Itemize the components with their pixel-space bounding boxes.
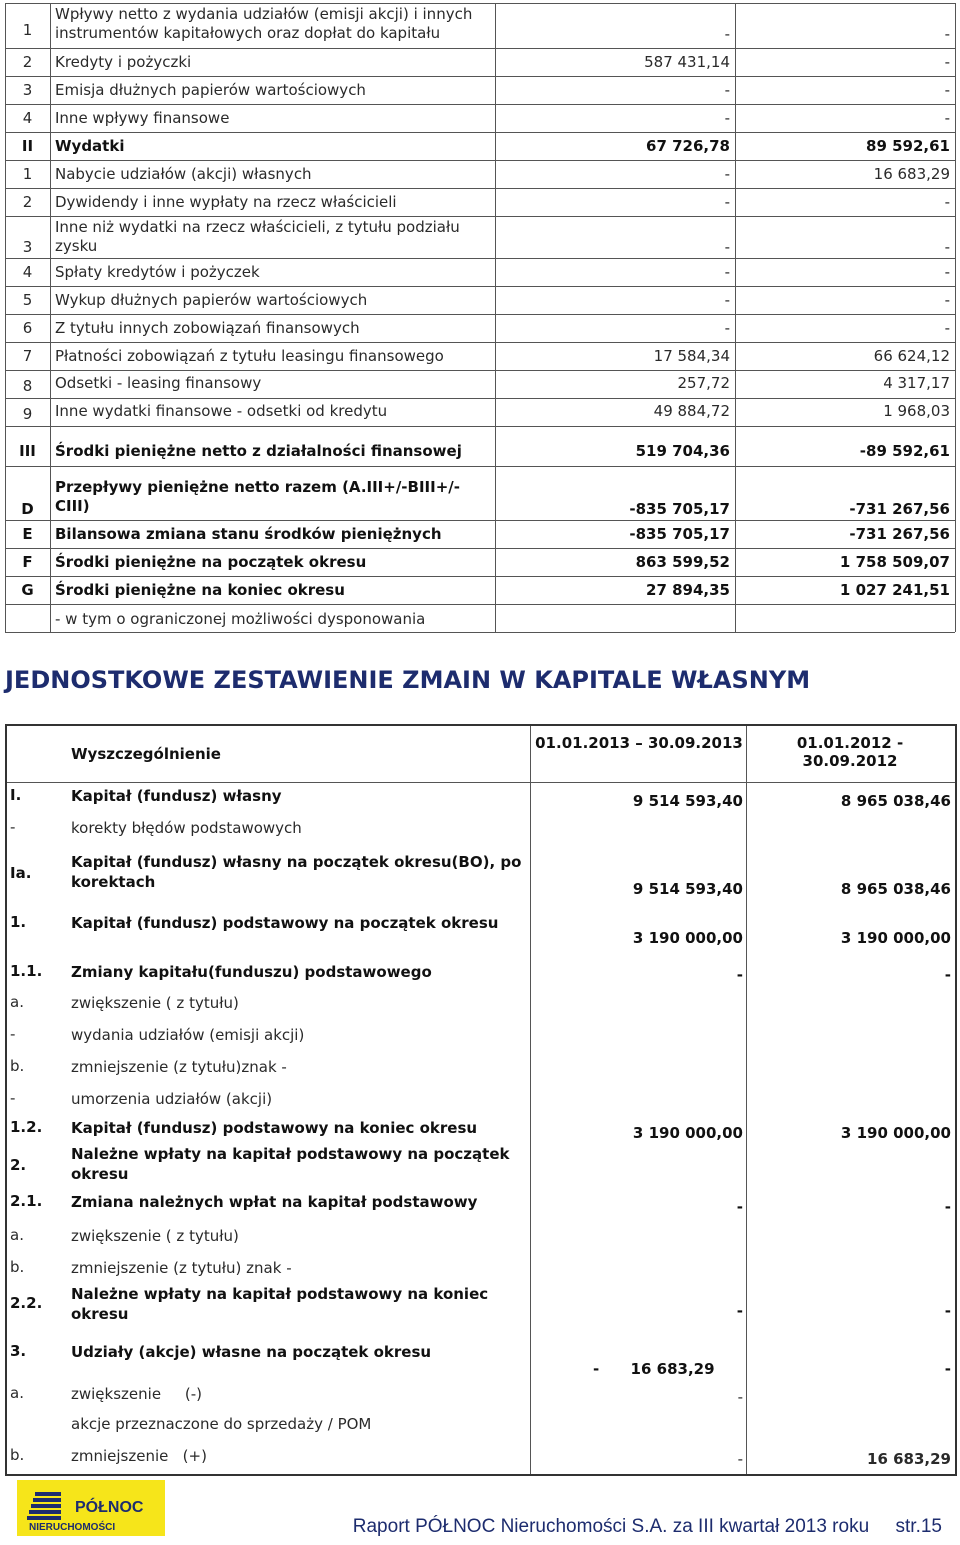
row-label: Przepływy pieniężne netto razem (A.III+/-BIII+/-CIII)	[55, 478, 460, 515]
row-label: Kapitał (fundusz) podstawowy na początek okresu	[71, 914, 499, 932]
row-number: G	[21, 581, 34, 599]
logo-line-2: NIERUCHOMOŚCI	[29, 1522, 116, 1533]
value-2013: 519 704,36	[635, 442, 730, 460]
row-number: D	[21, 500, 34, 518]
value-2013: 587 431,14	[644, 53, 730, 71]
row-number: 4	[22, 109, 33, 127]
table-row	[5, 398, 955, 426]
row-label: Środki pieniężne na koniec okresu	[55, 581, 345, 599]
header-label: Wyszczególnienie	[71, 745, 221, 763]
logo-line-1: PÓŁNOC	[75, 1499, 144, 1516]
value-2012	[740, 609, 950, 632]
value-2013: 3 190 000,00	[632, 929, 743, 947]
value-2013: -	[724, 238, 730, 256]
value-2012: -	[944, 109, 950, 127]
table-row	[7, 1332, 955, 1382]
value-2013	[500, 609, 730, 632]
row-label: Płatności zobowiązań z tytułu leasingu finansowego	[55, 347, 444, 365]
row-label: Nabycie udziałów (akcji) własnych	[55, 165, 312, 183]
value-2012: -	[944, 193, 950, 211]
row-label: - w tym o ograniczonej możliwości dysponowania	[55, 610, 426, 628]
value-2013: -	[724, 109, 730, 127]
row-number: -	[10, 818, 16, 836]
value-2012: 89 592,61	[866, 137, 950, 155]
value-2013: -	[724, 193, 730, 211]
value-2013: -	[737, 1450, 743, 1468]
row-number: 3	[22, 238, 33, 256]
value-2012: 1 758 509,07	[839, 553, 950, 571]
table-row	[7, 1022, 955, 1054]
row-label: Zmiany kapitału(funduszu) podstawowego	[71, 963, 432, 981]
row-number: b.	[10, 1258, 25, 1276]
value-2012: -	[944, 263, 950, 281]
table-row	[7, 911, 955, 960]
row-number: I.	[10, 786, 22, 804]
row-label: akcje przeznaczone do sprzedaży / POM	[71, 1415, 372, 1433]
row-number: 9	[22, 405, 33, 423]
table-row	[5, 604, 955, 632]
value-2012: -	[944, 238, 950, 256]
row-label: Kapitał (fundusz) własny na początek okresu(BO), po korektach	[71, 853, 522, 891]
row-number: 6	[22, 319, 33, 337]
value-2012: -731 267,56	[849, 500, 950, 518]
table-row	[7, 1442, 955, 1474]
header-period-2013: 01.01.2013 – 30.09.2013	[535, 734, 743, 752]
table-row-subtotal	[5, 426, 955, 466]
value-2012: -89 592,61	[859, 442, 950, 460]
row-label: Należne wpłaty na kapitał podstawowy na koniec okresu	[71, 1285, 489, 1323]
value-2013: -835 705,17	[629, 525, 730, 543]
row-label: umorzenia udziałów (akcji)	[71, 1090, 273, 1108]
header-period-2012: 01.01.2012 - 30.09.2012	[796, 734, 904, 770]
value-2012: 4 317,17	[883, 374, 950, 392]
row-label: Środki pieniężne na początek okresu	[55, 553, 367, 571]
value-2013: 3 190 000,00	[632, 1124, 743, 1142]
row-label: Spłaty kredytów i pożyczek	[55, 263, 260, 281]
table-row	[7, 1144, 955, 1192]
value-2012: 3 190 000,00	[840, 929, 951, 947]
row-number: 1.1.	[10, 962, 43, 980]
table-row	[7, 1282, 955, 1332]
table-row	[7, 782, 955, 814]
row-number: 3	[22, 81, 33, 99]
row-number: E	[22, 525, 33, 543]
value-2013: -	[724, 263, 730, 281]
logo-graphic-icon	[17, 1480, 165, 1536]
value-2013: -	[724, 165, 730, 183]
row-number: 2	[22, 193, 33, 211]
row-label: Środki pieniężne netto z działalności finansowej	[55, 442, 462, 460]
value-2013: -	[737, 1388, 743, 1406]
value-2013: -	[724, 319, 730, 337]
value-2012: -	[944, 966, 951, 984]
table-row	[5, 188, 955, 216]
table-row-total	[5, 576, 955, 604]
row-number: F	[22, 553, 33, 571]
table-row	[7, 1192, 955, 1226]
table-row	[5, 3, 955, 48]
value-2013: -	[736, 1302, 743, 1320]
value-2013: -	[724, 25, 730, 43]
row-label: Wydatki	[55, 137, 125, 155]
row-number: b.	[10, 1057, 25, 1075]
value-2013: 257,72	[677, 374, 730, 392]
row-label: wydania udziałów (emisji akcji)	[71, 1026, 305, 1044]
value-2012: -	[944, 291, 950, 309]
table-row-total	[5, 548, 955, 576]
row-label: Zmiana należnych wpłat na kapitał podstawowy	[71, 1193, 478, 1211]
section-heading: JEDNOSTKOWE ZESTAWIENIE ZMAIN W KAPITALE WŁASNYM	[5, 666, 811, 694]
value-2012: 8 965 038,46	[840, 880, 951, 898]
row-number	[5, 609, 50, 632]
page-footer	[0, 1478, 960, 1545]
value-2012: 16 683,29	[873, 165, 950, 183]
value-2013: 863 599,52	[635, 553, 730, 571]
table-row	[5, 216, 955, 258]
row-number: II	[21, 137, 34, 155]
value-2013: 9 514 593,40	[632, 880, 743, 898]
row-label: Z tytułu innych zobowiązań finansowych	[55, 319, 360, 337]
value-2012: -	[944, 81, 950, 99]
row-number: 1.2.	[10, 1118, 43, 1136]
value-2012: 8 965 038,46	[840, 792, 951, 810]
row-number: Ia.	[10, 864, 32, 882]
table-row	[5, 314, 955, 342]
row-label: Udziały (akcje) własne na początek okresu	[71, 1343, 432, 1361]
value-2013: 9 514 593,40	[632, 792, 743, 810]
table-row	[5, 160, 955, 188]
row-number: 8	[22, 377, 33, 395]
table-row	[5, 286, 955, 314]
row-label: Wykup dłużnych papierów wartościowych	[55, 291, 368, 309]
table-row	[5, 48, 955, 76]
row-number: -	[10, 1025, 16, 1043]
row-number: 2.	[10, 1156, 27, 1174]
row-number: 4	[22, 263, 33, 281]
value-2012: -731 267,56	[849, 525, 950, 543]
row-label: Bilansowa zmiana stanu środków pieniężnych	[55, 525, 442, 543]
row-label: Kapitał (fundusz) podstawowy na koniec okresu	[71, 1119, 478, 1137]
row-number: 1.	[10, 913, 27, 931]
footer-text: Raport PÓŁNOC Nieruchomości S.A. za III kwartał 2013 roku str.15	[352, 1516, 942, 1537]
value-2012: -	[944, 1302, 951, 1320]
table-row	[7, 1412, 955, 1442]
row-label: zwiększenie ( z tytułu)	[71, 994, 239, 1012]
value-2012: 66 624,12	[873, 347, 950, 365]
table-row	[7, 814, 955, 846]
table-row	[7, 1118, 955, 1144]
row-number: 2.1.	[10, 1192, 43, 1210]
row-label: Inne wydatki finansowe - odsetki od kredytu	[55, 402, 388, 420]
table-row	[5, 258, 955, 286]
row-label: zmniejszenie (z tytułu) znak -	[71, 1259, 292, 1277]
row-label: zwiększenie (-)	[71, 1385, 203, 1403]
value-2012: -	[944, 1360, 951, 1378]
table-row	[7, 960, 955, 990]
value-2013: 27 894,35	[646, 581, 730, 599]
row-number: a.	[10, 993, 24, 1011]
value-2013: 67 726,78	[646, 137, 730, 155]
row-label: Kapitał (fundusz) własny	[71, 787, 282, 805]
row-number: b.	[10, 1446, 25, 1464]
value-2012: 3 190 000,00	[840, 1124, 951, 1142]
row-label: Inne wpływy finansowe	[55, 109, 230, 127]
row-label: zmniejszenie (z tytułu)znak -	[71, 1058, 287, 1076]
table-row	[5, 104, 955, 132]
table-row	[7, 1382, 955, 1412]
table-row	[7, 1258, 955, 1282]
value-2013: -	[736, 966, 743, 984]
table-row-total	[5, 520, 955, 548]
row-label: zmniejszenie (+)	[71, 1447, 207, 1465]
row-number: III	[19, 442, 36, 460]
company-logo	[17, 1480, 165, 1536]
table-row	[7, 1086, 955, 1118]
value-2013: -	[724, 81, 730, 99]
table-header	[7, 726, 955, 782]
row-number: 2.2.	[10, 1294, 43, 1312]
value-2012: -	[944, 25, 950, 43]
row-number: 1	[22, 165, 33, 183]
row-number: a.	[10, 1384, 24, 1402]
row-number: a.	[10, 1226, 24, 1244]
row-label: zwiększenie ( z tytułu)	[71, 1227, 239, 1245]
table-row	[5, 342, 955, 370]
table-row-subtotal	[5, 132, 955, 160]
table-row	[7, 1226, 955, 1258]
row-label: Odsetki - leasing finansowy	[55, 374, 262, 392]
value-2013: - 16 683,29	[593, 1360, 715, 1378]
table-row-total	[5, 466, 955, 520]
value-2012: -	[944, 1198, 951, 1216]
value-2012: 1 027 241,51	[839, 581, 950, 599]
value-2013: -	[724, 291, 730, 309]
row-number: 1	[22, 21, 33, 39]
row-label: Kredyty i pożyczki	[55, 53, 192, 71]
row-label: Emisja dłużnych papierów wartościowych	[55, 81, 366, 99]
row-label: Należne wpłaty na kapitał podstawowy na początek okresu	[71, 1145, 510, 1183]
equity-changes-table	[5, 724, 957, 1476]
value-2013: -835 705,17	[629, 500, 730, 518]
table-row	[5, 370, 955, 398]
table-row	[7, 1054, 955, 1086]
value-2013: 49 884,72	[653, 402, 730, 420]
value-2012: -	[944, 53, 950, 71]
row-number: 7	[22, 347, 33, 365]
row-label: Dywidendy i inne wypłaty na rzecz właścicieli	[55, 193, 397, 211]
value-2013: 17 584,34	[653, 347, 730, 365]
table-row	[7, 990, 955, 1022]
row-number: 5	[22, 291, 33, 309]
row-number: 2	[22, 53, 33, 71]
value-2012: 16 683,29	[867, 1450, 951, 1468]
row-number: 3.	[10, 1342, 27, 1360]
row-label: Wpływy netto z wydania udziałów (emisji akcji) i innych instrumentów kapitałowych oraz dopłat do kapitału	[55, 5, 473, 42]
row-label: Inne niż wydatki na rzecz właścicieli, z tytułu podziału zysku	[55, 218, 460, 255]
row-label: korekty błędów podstawowych	[71, 819, 302, 837]
value-2012: 1 968,03	[883, 402, 950, 420]
row-number: -	[10, 1089, 16, 1107]
value-2012: -	[944, 319, 950, 337]
table-row	[7, 846, 955, 911]
table-row	[5, 76, 955, 104]
value-2013: -	[736, 1198, 743, 1216]
